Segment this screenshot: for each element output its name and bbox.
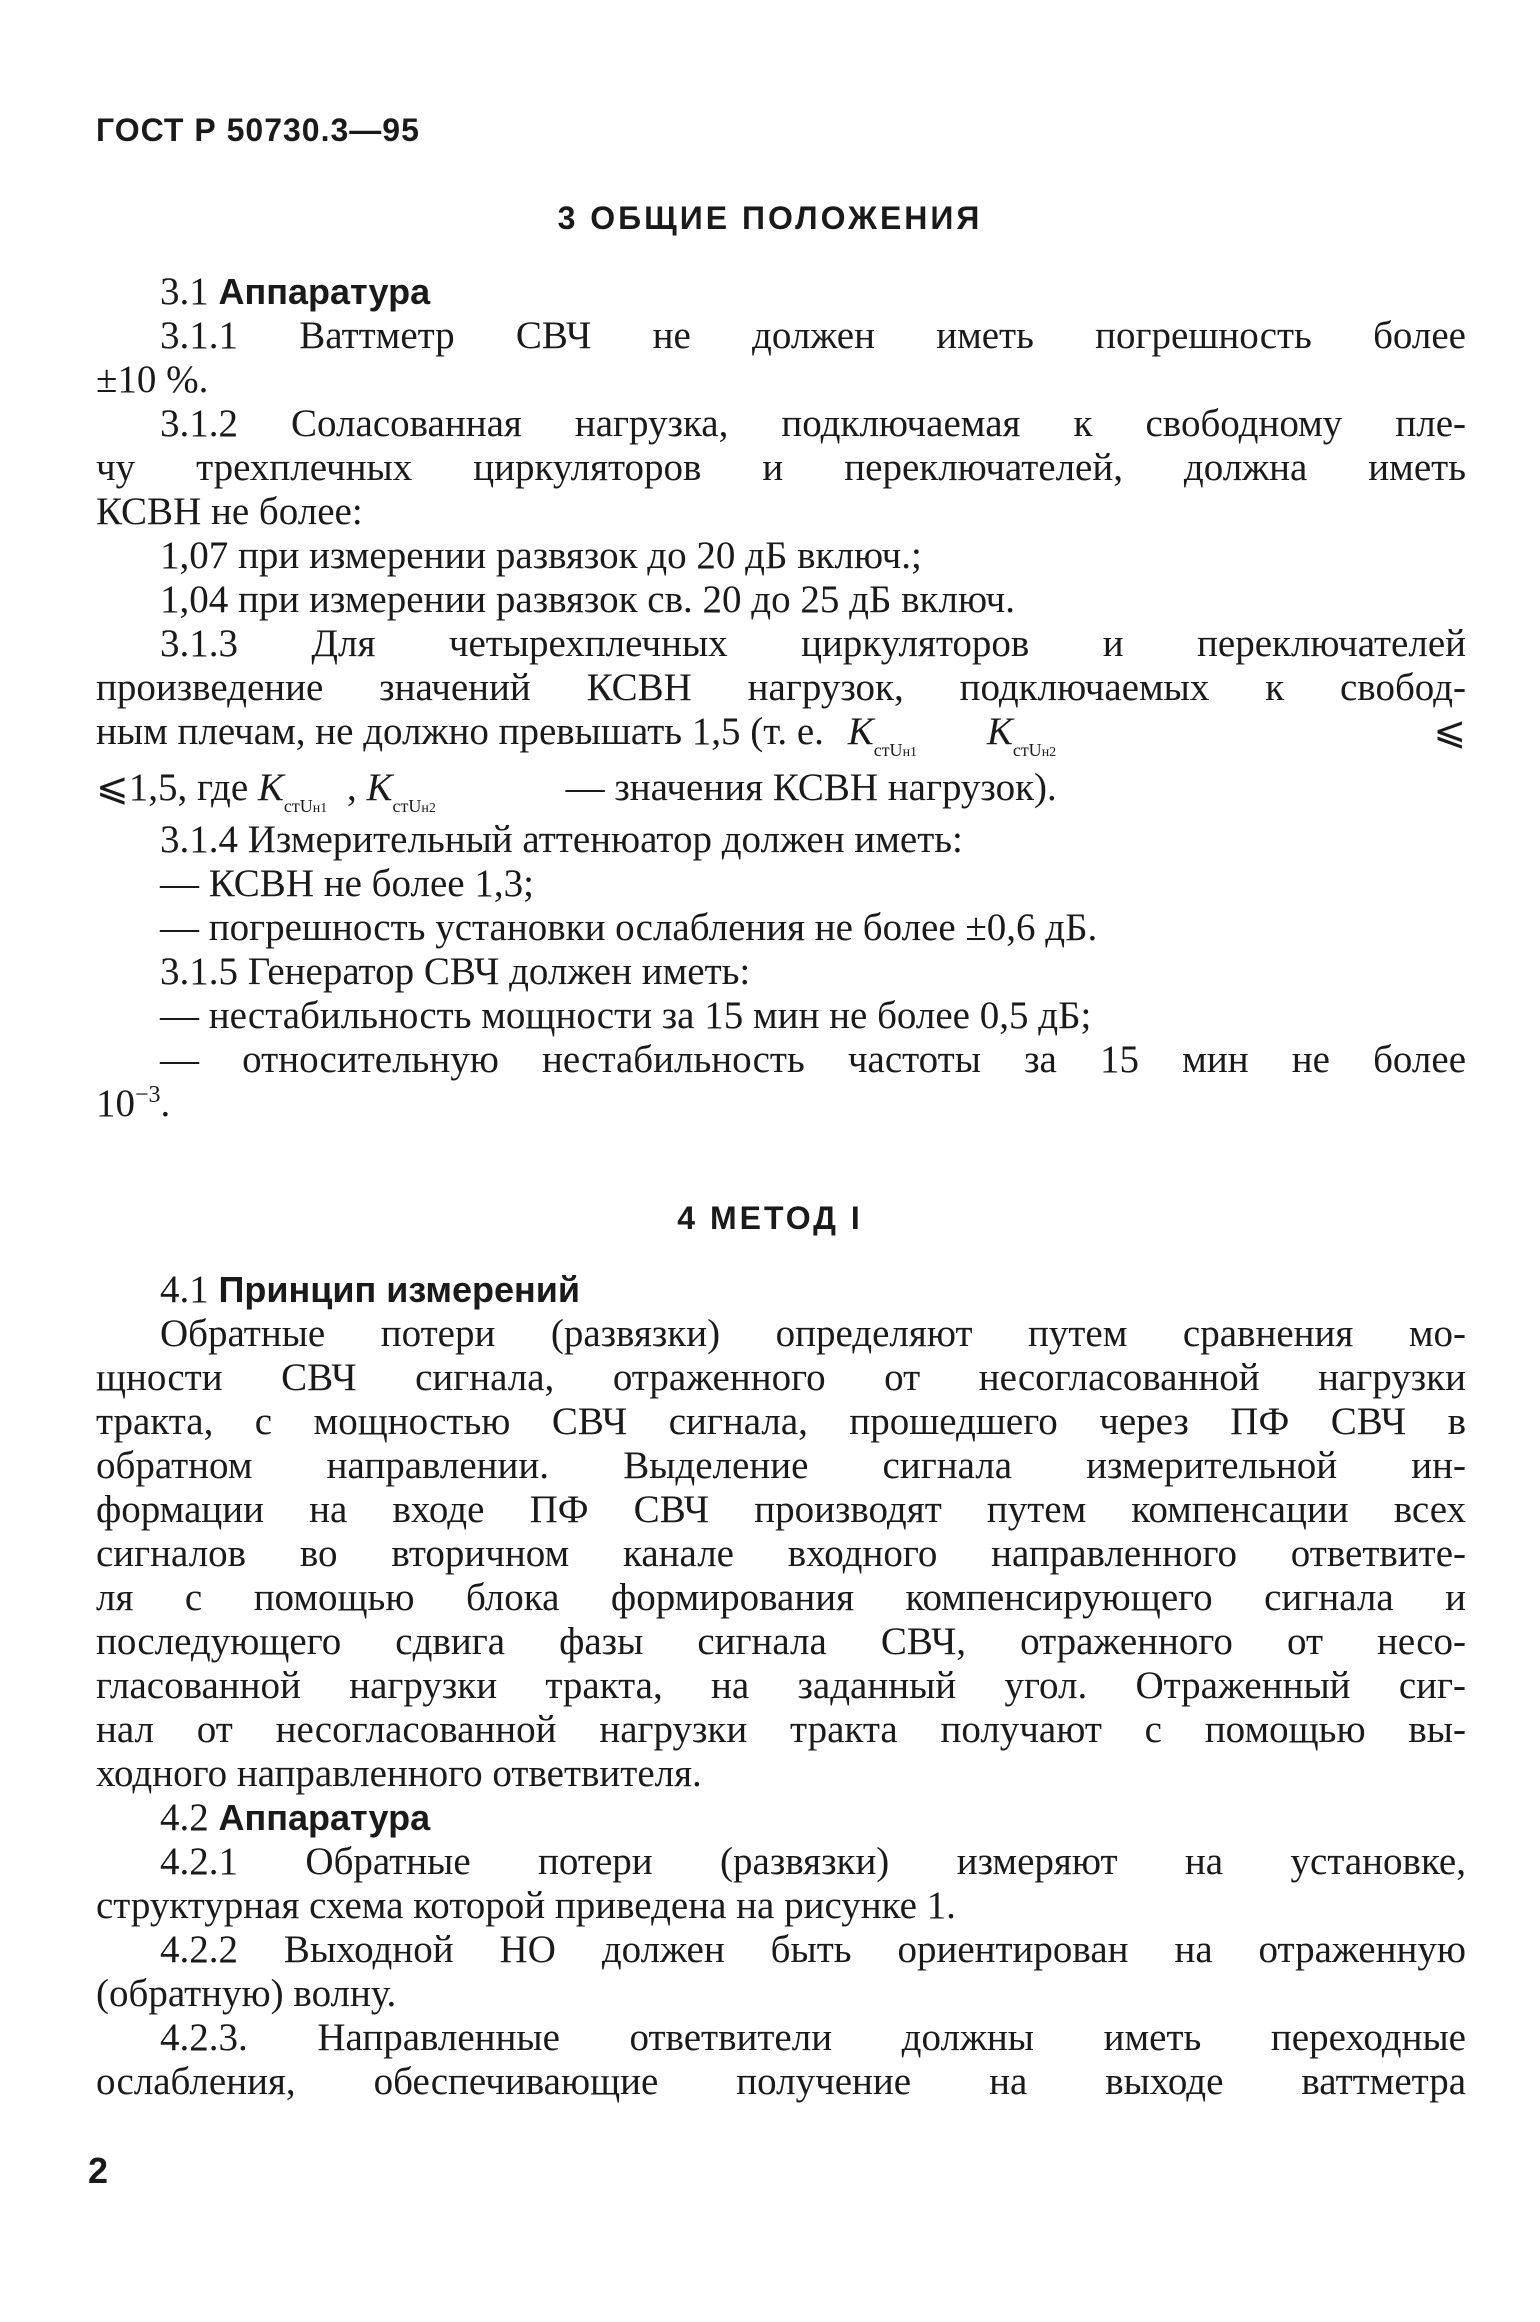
section-3-title: 3 ОБЩИЕ ПОЛОЖЕНИЯ xyxy=(557,200,983,236)
k-subscript: стUн2 xyxy=(1012,740,1057,760)
paragraph-3-1-2-line3: КСВН не более: xyxy=(96,490,363,533)
k-subscript: стUн1 xyxy=(283,796,328,816)
k-symbol: K xyxy=(257,766,284,809)
k-subscript: стUн2 xyxy=(392,796,436,816)
subsection-3-1-heading xyxy=(160,270,1466,314)
paragraph-3-1-3: 3.1.3 Для четырехплечных циркуляторов и переключателей xyxy=(160,622,1466,665)
subsection-number: 3.1 xyxy=(160,270,209,313)
subsection-title: Аппаратура xyxy=(218,1797,431,1838)
text-fragment: ным плечам, не должно превышать 1,5 (т. е. xyxy=(96,710,824,753)
paragraph-4-2-2: 4.2.2 Выходной НО должен быть ориентирован на отраженную xyxy=(160,1928,1466,1971)
paragraph-4-2-3: 4.2.3. Направленные ответвители должны иметь переходные xyxy=(160,2016,1466,2059)
paragraph-3-1-2-item2: 1,04 при измерении развязок св. 20 до 25 дБ включ. xyxy=(160,578,1015,621)
standard-header: ГОСТ Р 50730.3—95 xyxy=(96,112,420,148)
text-fragment: 10 xyxy=(96,1082,135,1125)
k-symbol: K xyxy=(366,766,393,809)
paragraph-4-1-line: ходного направленного ответвителя. xyxy=(96,1752,702,1795)
exponent: −3 xyxy=(135,1082,161,1108)
paragraph-4-2-3-cont: ослабления, обеспечивающие получение на выходе ваттметра xyxy=(96,2060,1466,2103)
paragraph-3-1-5: 3.1.5 Генератор СВЧ должен иметь: xyxy=(160,950,751,993)
k-symbol: K xyxy=(847,710,874,753)
paragraph-3-1-1: 3.1.1 Ваттметр СВЧ не должен иметь погрешность более xyxy=(160,314,1466,357)
paragraph-4-1-line: Обратные потери (развязки) определяют путем сравнения мо- xyxy=(160,1312,1466,1355)
subsection-title: Аппаратура xyxy=(218,271,431,312)
paragraph-4-1-line: гласованной нагрузки тракта, на заданный угол. Отраженный сиг- xyxy=(96,1664,1466,1707)
less-equal-sign: ⩽ xyxy=(96,766,129,809)
k-symbol: K xyxy=(986,710,1013,753)
subsection-4-2-heading xyxy=(160,1796,1466,1840)
paragraph-3-1-2: 3.1.2 Соласованная нагрузка, подключаемая к свободному пле- xyxy=(160,402,1466,445)
subsection-number: 4.2 xyxy=(160,1796,209,1839)
paragraph-3-1-5-item2: — относительную нестабильность частоты за 15 мин не более xyxy=(160,1038,1466,1081)
paragraph-4-1-line: щности СВЧ сигнала, отраженного от несогласованной нагрузки xyxy=(96,1356,1466,1399)
paragraph-4-1-line: нал от несогласованной нагрузки тракта получают с помощью вы- xyxy=(96,1708,1466,1751)
paragraph-4-2-1: 4.2.1 Обратные потери (развязки) измеряют на установке, xyxy=(160,1840,1466,1883)
section-4-title: 4 МЕТОД I xyxy=(677,1200,863,1236)
paragraph-4-1-line: ля с помощью блока формирования компенсирующего сигнала и xyxy=(96,1576,1466,1619)
subsection-4-1-heading xyxy=(160,1268,1466,1312)
paragraph-4-2-2-cont: (обратную) волну. xyxy=(96,1972,397,2015)
text-fragment: — значения КСВН нагрузок). xyxy=(565,766,1057,809)
paragraph-3-1-4: 3.1.4 Измерительный аттенюатор должен иметь: xyxy=(160,818,963,861)
paragraph-4-1-line: сигналов во вторичном канале входного направленного ответвите- xyxy=(96,1532,1466,1575)
subsection-number: 4.1 xyxy=(160,1268,209,1311)
paragraph-3-1-5-item2-cont xyxy=(96,1082,1466,1126)
paragraph-3-1-3-line2: произведение значений КСВН нагрузок, подключаемых к свобод- xyxy=(96,666,1466,709)
paragraph-3-1-1-cont: ±10 %. xyxy=(96,358,209,401)
paragraph-3-1-2-item1: 1,07 при измерении развязок до 20 дБ включ.; xyxy=(160,534,922,577)
paragraph-4-1-line: тракта, с мощностью СВЧ сигнала, прошедшего через ПФ СВЧ в xyxy=(96,1400,1466,1443)
text-fragment: . xyxy=(160,1082,171,1125)
paragraph-4-1-line: формации на входе ПФ СВЧ производят путем компенсации всех xyxy=(96,1488,1466,1531)
text-fragment: 1,5, где xyxy=(128,766,249,809)
separator: , xyxy=(347,766,357,809)
paragraph-3-1-4-item1: — КСВН не более 1,3; xyxy=(160,862,534,905)
paragraph-3-1-5-item1: — нестабильность мощности за 15 мин не более 0,5 дБ; xyxy=(160,994,1092,1037)
paragraph-3-1-2-line2: чу трехплечных циркуляторов и переключателей, должна иметь xyxy=(96,446,1466,489)
less-equal-sign: ⩽ xyxy=(1433,710,1466,753)
paragraph-4-2-1-cont: структурная схема которой приведена на рисунке 1. xyxy=(96,1884,956,1927)
paragraph-4-1-line: последующего сдвига фазы сигнала СВЧ, отраженного от несо- xyxy=(96,1620,1466,1663)
paragraph-4-1-line: обратном направлении. Выделение сигнала измерительной ин- xyxy=(96,1444,1466,1487)
page-number: 2 xyxy=(88,2150,109,2191)
k-subscript: стUн1 xyxy=(873,740,918,760)
subsection-title: Принцип измерений xyxy=(218,1269,581,1310)
paragraph-3-1-4-item2: — погрешность установки ослабления не более ±0,6 дБ. xyxy=(160,906,1098,949)
